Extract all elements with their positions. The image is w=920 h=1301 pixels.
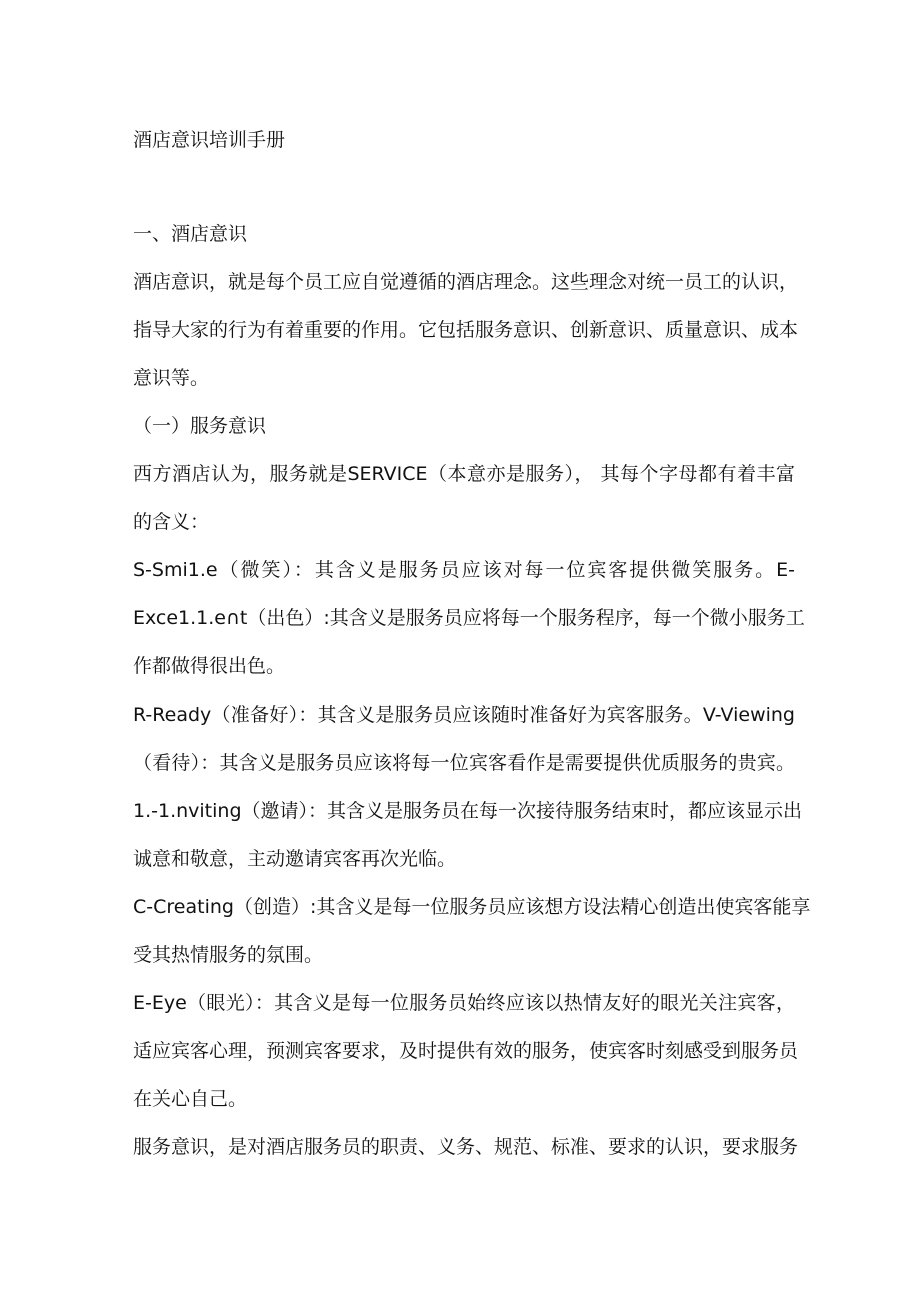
paragraph-line: （看待）：其含义是服务员应该将每一位宾客看作是需要提供优质服务的贵宾。 xyxy=(133,752,795,774)
section-heading: 一、酒店意识 xyxy=(133,223,248,245)
paragraph-line: Exce1.1.e∩t（出色）:其含义是服务员应将每一个服务程序，每一个微小服务工 xyxy=(133,607,805,629)
paragraph-line: 服务意识，是对酒店服务员的职责、义务、规范、标准、要求的认识，要求服务 xyxy=(133,1136,799,1158)
paragraph-line: 西方酒店认为，服务就是SERVICE（本意亦是服务）， 其每个字母都有着丰富 xyxy=(133,463,795,485)
document-title: 酒店意识培训手册 xyxy=(133,129,286,151)
paragraph-line: 酒店意识，就是每个员工应自觉遵循的酒店理念。这些理念对统一员工的认识， xyxy=(133,271,799,293)
subsection-heading: （一）服务意识 xyxy=(133,415,267,437)
paragraph-line: R-Ready（准备好）：其含义是服务员应该随时准备好为宾客服务。V-Viewing xyxy=(133,704,795,726)
paragraph-line: 的含义： xyxy=(133,511,210,533)
paragraph-line: 作都做得很出色。 xyxy=(133,655,286,677)
paragraph-line: C-Creating（创造）:其含义是每一位服务员应该想方设法精心创造出使宾客能享 xyxy=(133,896,811,918)
paragraph-line: S-Smi1.e（微笑）：其含义是服务员应该对每一位宾客提供微笑服务。E- xyxy=(133,559,795,581)
paragraph-line: 适应宾客心理，预测宾客要求，及时提供有效的服务，使宾客时刻感受到服务员 xyxy=(133,1040,799,1062)
paragraph-line: 指导大家的行为有着重要的作用。它包括服务意识、创新意识、质量意识、成本 xyxy=(133,319,799,341)
paragraph-line: 诚意和敬意，主动邀请宾客再次光临。 xyxy=(133,848,457,870)
paragraph-line: 受其热情服务的氛围。 xyxy=(133,944,324,966)
paragraph-line: 在关心自己。 xyxy=(133,1088,248,1110)
paragraph-line: E-Eye（眼光）：其含义是每一位服务员始终应该以热情友好的眼光关注宾客， xyxy=(133,992,795,1014)
paragraph-line: 1.-1.nviting（邀请）：其含义是服务员在每一次接待服务结束时，都应该显示出 xyxy=(133,800,803,822)
paragraph-line: 意识等。 xyxy=(133,367,210,389)
